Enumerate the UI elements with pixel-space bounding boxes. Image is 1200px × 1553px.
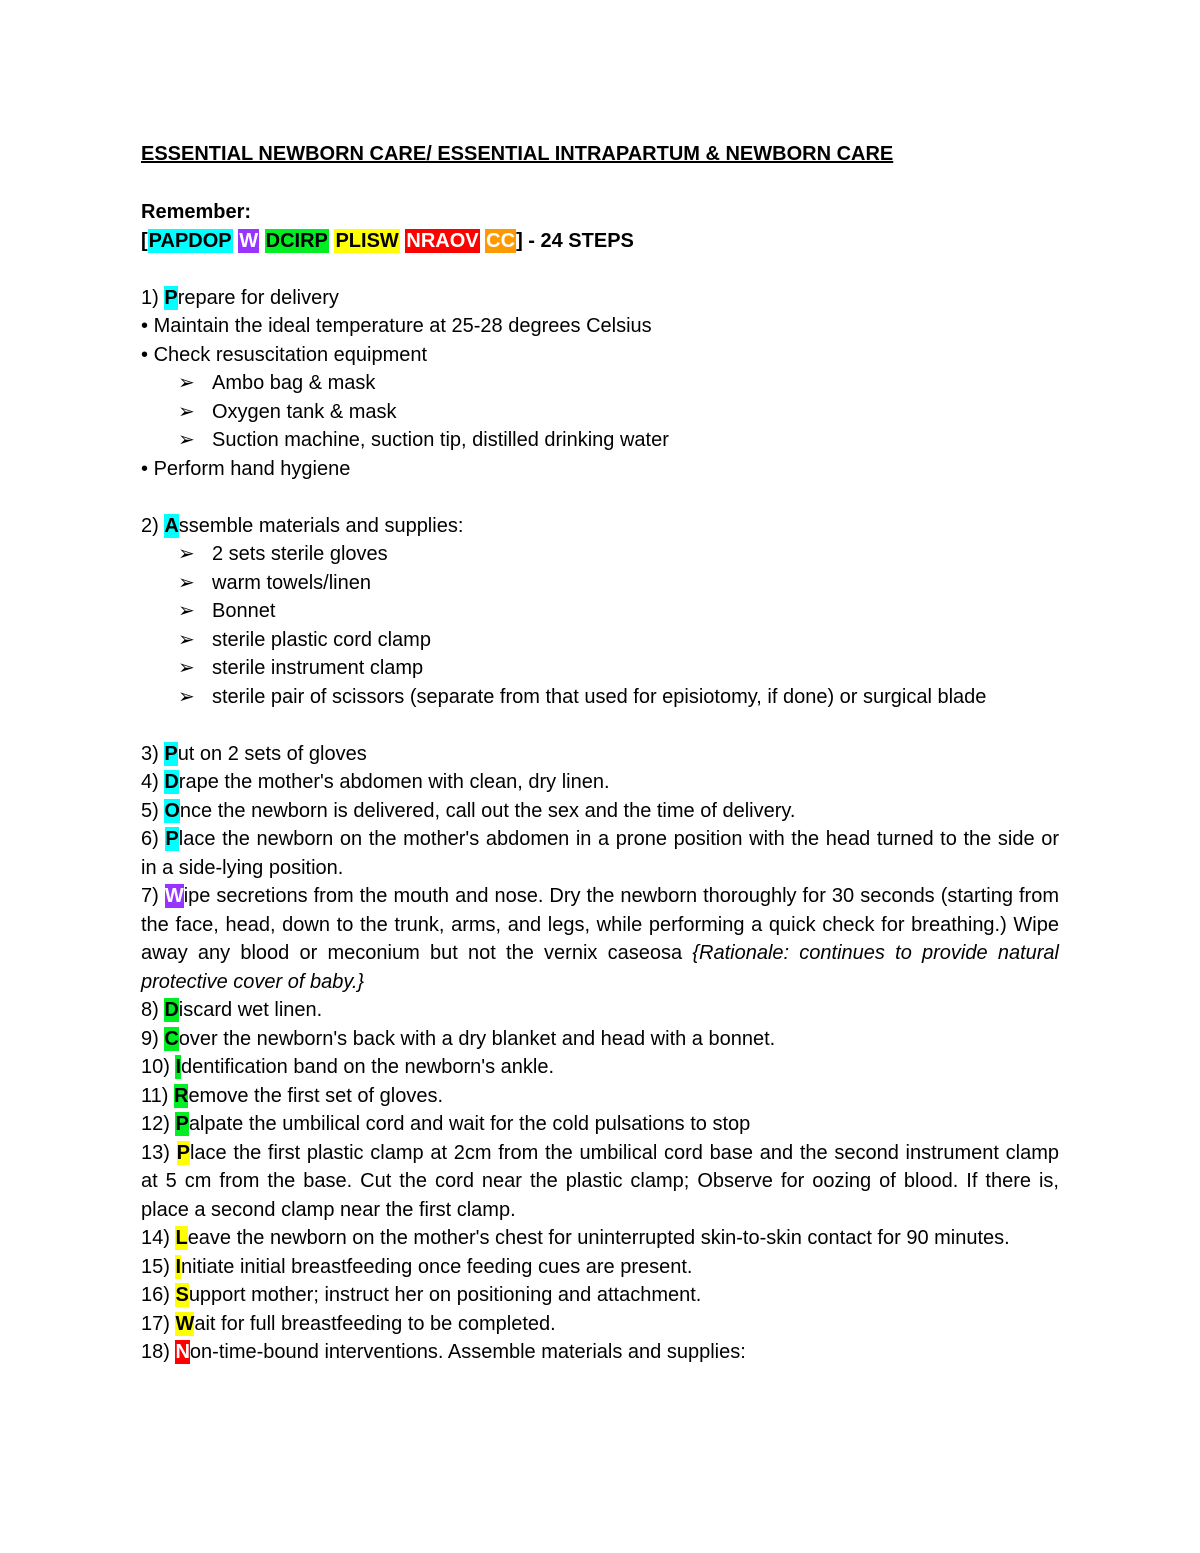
bullet-item: • Maintain the ideal temperature at 25-28 degrees Celsius	[141, 315, 652, 337]
step-1: 1) Prepare for delivery	[141, 286, 339, 309]
sub-item: ➢ Ambo bag & mask	[141, 369, 1059, 398]
arrow-icon: ➢	[178, 600, 195, 622]
sub-item: ➢ sterile pair of scissors (separate from that used for episiotomy, if done) or surgical blade	[141, 683, 1059, 712]
step-12: 12) Palpate the umbilical cord and wait for the cold pulsations to stop	[141, 1113, 751, 1135]
step-16: 16) Support mother; instruct her on positioning and attachment.	[141, 1284, 702, 1306]
step-14: 14) Leave the newborn on the mother's chest for uninterrupted skin-to-skin contact for 90 minutes.	[141, 1227, 1010, 1249]
arrow-icon: ➢	[178, 685, 195, 708]
arrow-icon: ➢	[178, 372, 195, 394]
step-17: 17) Wait for full breastfeeding to be completed.	[141, 1312, 556, 1335]
document-page	[141, 140, 1059, 1367]
mnemonic-group-orange: CC	[486, 229, 516, 252]
mnemonic-group-red: NRAOV	[406, 229, 479, 252]
steps-count: ] - 24 STEPS	[516, 229, 634, 252]
mnemonic-line: [PAPDOP W DCIRP PLISW NRAOV CC] - 24 STEPS	[141, 229, 634, 252]
bullet-item: • Check resuscitation equipment	[141, 343, 428, 366]
arrow-icon: ➢	[178, 571, 195, 594]
mnemonic-group-cyan: PAPDOP	[148, 229, 232, 252]
sub-item: ➢ Oxygen tank & mask	[141, 398, 1059, 427]
bullet-item: • Perform hand hygiene	[141, 457, 351, 480]
sub-item: ➢ 2 sets sterile gloves	[141, 540, 1059, 569]
step-4: 4) Drape the mother's abdomen with clean, dry linen.	[141, 771, 610, 793]
arrow-icon: ➢	[178, 628, 195, 651]
sub-item: ➢ sterile instrument clamp	[141, 654, 1059, 683]
remember-label: Remember:	[141, 201, 252, 223]
step-18: 18) Non-time-bound interventions. Assemble materials and supplies:	[141, 1341, 746, 1363]
sub-item: ➢ Suction machine, suction tip, distilled drinking water	[141, 426, 1059, 455]
mnemonic-group-green: DCIRP	[265, 229, 328, 252]
step-13: 13) Place the first plastic clamp at 2cm from the umbilical cord base and the second instrument clamp at 5 cm from the base. Cut the cord near the plastic clamp; Observe for oozing of blood. If there is, place a second clamp near the first clamp.	[141, 1141, 1059, 1221]
step-15: 15) Initiate initial breastfeeding once feeding cues are present.	[141, 1255, 693, 1278]
step-5: 5) Once the newborn is delivered, call out the sex and the time of delivery.	[141, 799, 796, 822]
mnemonic-group-purple: W	[239, 229, 259, 252]
sub-item: ➢ warm towels/linen	[141, 569, 1059, 598]
step-11: 11) Remove the first set of gloves.	[141, 1084, 443, 1107]
mnemonic-group-yellow: PLISW	[335, 229, 399, 252]
arrow-icon: ➢	[178, 400, 195, 423]
arrow-icon: ➢	[178, 429, 195, 451]
sub-item: ➢ Bonnet	[141, 597, 1059, 626]
arrow-icon: ➢	[178, 657, 195, 679]
step-2: 2) Assemble materials and supplies:	[141, 514, 464, 537]
arrow-icon: ➢	[178, 543, 195, 565]
step-8: 8) Discard wet linen.	[141, 999, 323, 1021]
step-3: 3) Put on 2 sets of gloves	[141, 742, 367, 765]
step-7: 7) Wipe secretions from the mouth and nose. Dry the newborn thoroughly for 30 seconds (starting from the face, head, down to the trunk, arms, and legs, while performing a quick check for breathing.) Wipe away any blood or meconium but not the vernix caseosa {Rationale: continues to provide natural protective cover of baby.}	[141, 885, 1059, 993]
document-title: ESSENTIAL NEWBORN CARE/ ESSENTIAL INTRAPARTUM & NEWBORN CARE	[141, 143, 894, 165]
step-6: 6) Place the newborn on the mother's abdomen in a prone position with the head turned to the side or in a side-lying position.	[141, 828, 1060, 879]
step-9: 9) Cover the newborn's back with a dry blanket and head with a bonnet.	[141, 1027, 776, 1050]
step-10: 10) Identification band on the newborn's ankle.	[141, 1056, 554, 1078]
sub-item: ➢ sterile plastic cord clamp	[141, 626, 1059, 655]
